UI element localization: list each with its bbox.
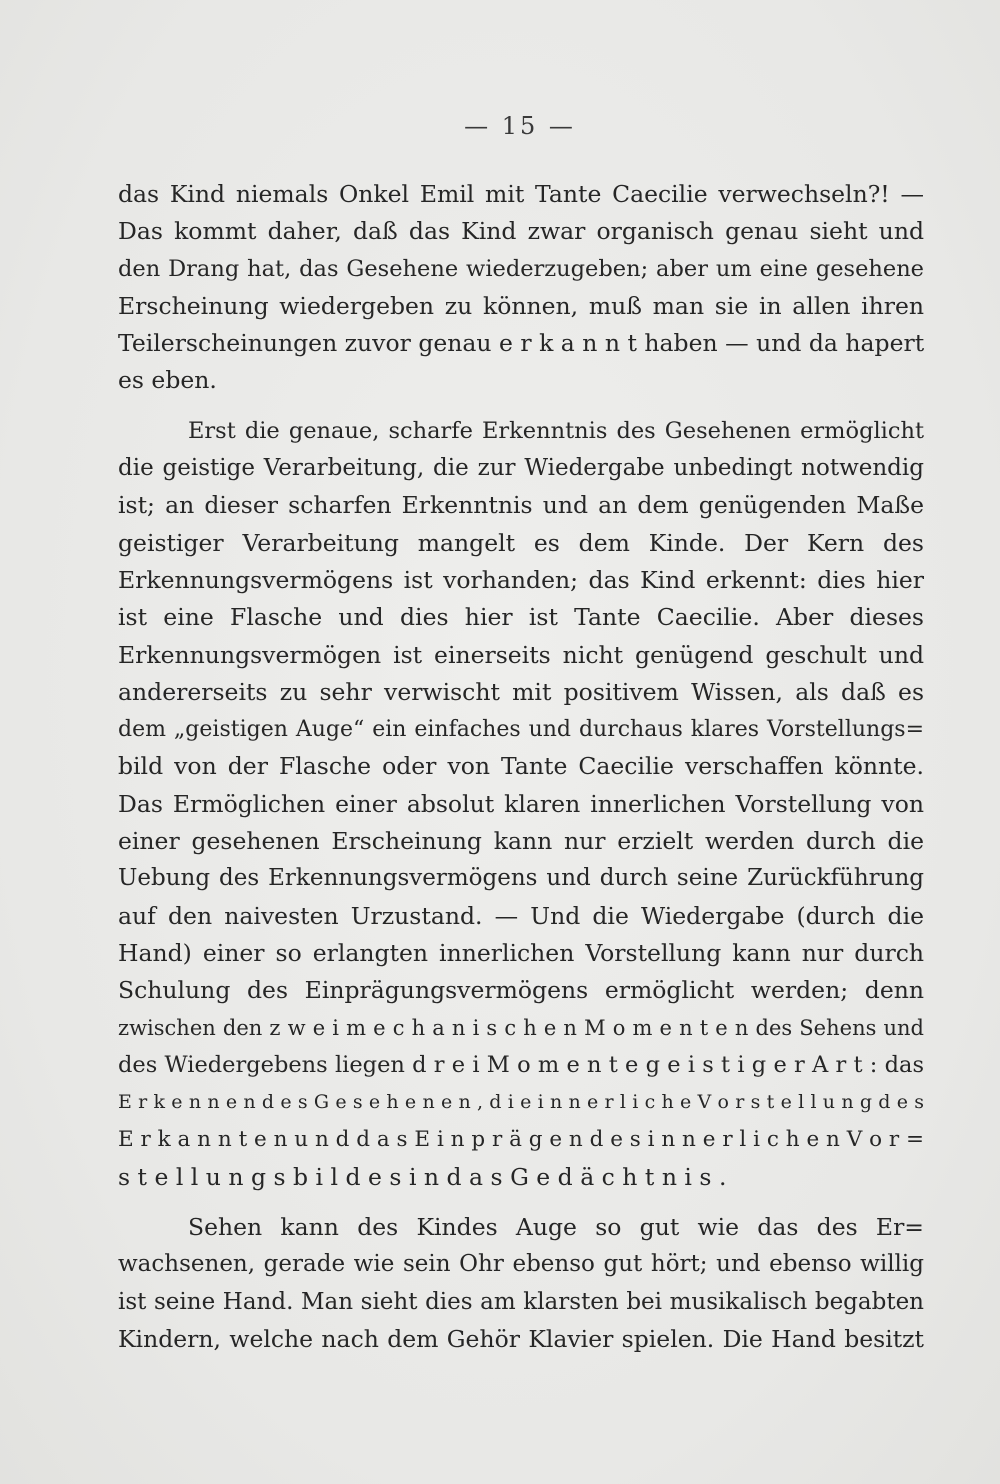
text-line: Erkennungsvermögen ist einerseits nicht genügend geschult und <box>118 640 924 669</box>
text-line: auf den naivesten Urzustand. — Und die Wiedergabe (durch die <box>118 901 924 930</box>
text-line: es eben. <box>118 366 217 395</box>
text-line: s t e l l u n g s b i l d e s i n d a s G e d ä c h t n i s . <box>118 1162 727 1191</box>
text-line: Erkennungsvermögens ist vorhanden; das Kind erkennt: dies hier <box>118 565 924 594</box>
text-line: geistiger Verarbeitung mangelt es dem Kinde. Der Kern des <box>118 528 924 557</box>
text-line: Schulung des Einprägungsvermögens ermöglicht werden; denn <box>118 976 924 1005</box>
text-line: das Kind niemals Onkel Emil mit Tante Caecilie verwechseln?! — <box>118 180 924 208</box>
text-line: ist; an dieser scharfen Erkenntnis und an dem genügenden Maße <box>118 491 924 520</box>
text-line: zwischen den z w e i m e c h a n i s c h e n M o m e n t e n des Sehens und <box>118 1015 924 1040</box>
text-line: Erst die genaue, scharfe Erkenntnis des Gesehenen ermöglicht <box>188 417 924 444</box>
text-line: bild von der Flasche oder von Tante Caecilie verschaffen könnte. <box>118 752 924 781</box>
text-line: ist seine Hand. Man sieht dies am klarsten bei musikalisch begabten <box>118 1288 924 1315</box>
text-line: Sehen kann des Kindes Auge so gut wie das des Er= <box>188 1213 924 1242</box>
text-line: einer gesehenen Erscheinung kann nur erzielt werden durch die <box>118 827 924 856</box>
paragraph-2 <box>118 413 924 1196</box>
text-line: des Wiedergebens liegen d r e i M o m e n t e g e i s t i g e r A r t : das <box>118 1051 924 1078</box>
text-line: E r k e n n e n d e s G e s e h e n e n , d i e i n n e r l i c h e V o r s t e l l u n g d e s <box>118 1091 924 1114</box>
text-line: Teilerscheinungen zuvor genau e r k a n n t haben — und da hapert <box>118 329 924 358</box>
body-text <box>118 176 924 1358</box>
text-line: Erscheinung wiedergeben zu können, muß man sie in allen ihren <box>118 291 924 320</box>
page-number: — 15 — <box>464 112 576 140</box>
paragraph-3 <box>118 1209 924 1358</box>
text-line: den Drang hat, das Gesehene wiederzugeben; aber um eine gesehene <box>118 255 924 282</box>
text-line: E r k a n n t e n u n d d a s E i n p r ä g e n d e s i n n e r l i c h e n V o r = <box>118 1127 924 1153</box>
text-line: dem „geistigen Auge“ ein einfaches und durchaus klares Vorstellungs= <box>118 717 924 743</box>
text-line: Uebung des Erkennungsvermögens und durch seine Zurückführung <box>118 865 924 892</box>
text-line: die geistige Verarbeitung, die zur Wiedergabe unbedingt notwendig <box>118 455 924 482</box>
text-line: ist eine Flasche und dies hier ist Tante Caecilie. Aber dieses <box>118 603 924 632</box>
text-line: Das Ermöglichen einer absolut klaren innerlichen Vorstellung von <box>118 789 924 818</box>
paragraph-1 <box>118 176 924 400</box>
text-line: Das kommt daher, daß das Kind zwar organisch genau sieht und <box>118 217 924 246</box>
text-line: Kindern, welche nach dem Gehör Klavier spielen. Die Hand besitzt <box>118 1324 924 1353</box>
text-line: Hand) einer so erlangten innerlichen Vorstellung kann nur durch <box>118 938 924 967</box>
text-line: andererseits zu sehr verwischt mit positivem Wissen, als daß es <box>118 677 924 706</box>
text-line: wachsenen, gerade wie sein Ohr ebenso gut hört; und ebenso willig <box>118 1251 924 1278</box>
